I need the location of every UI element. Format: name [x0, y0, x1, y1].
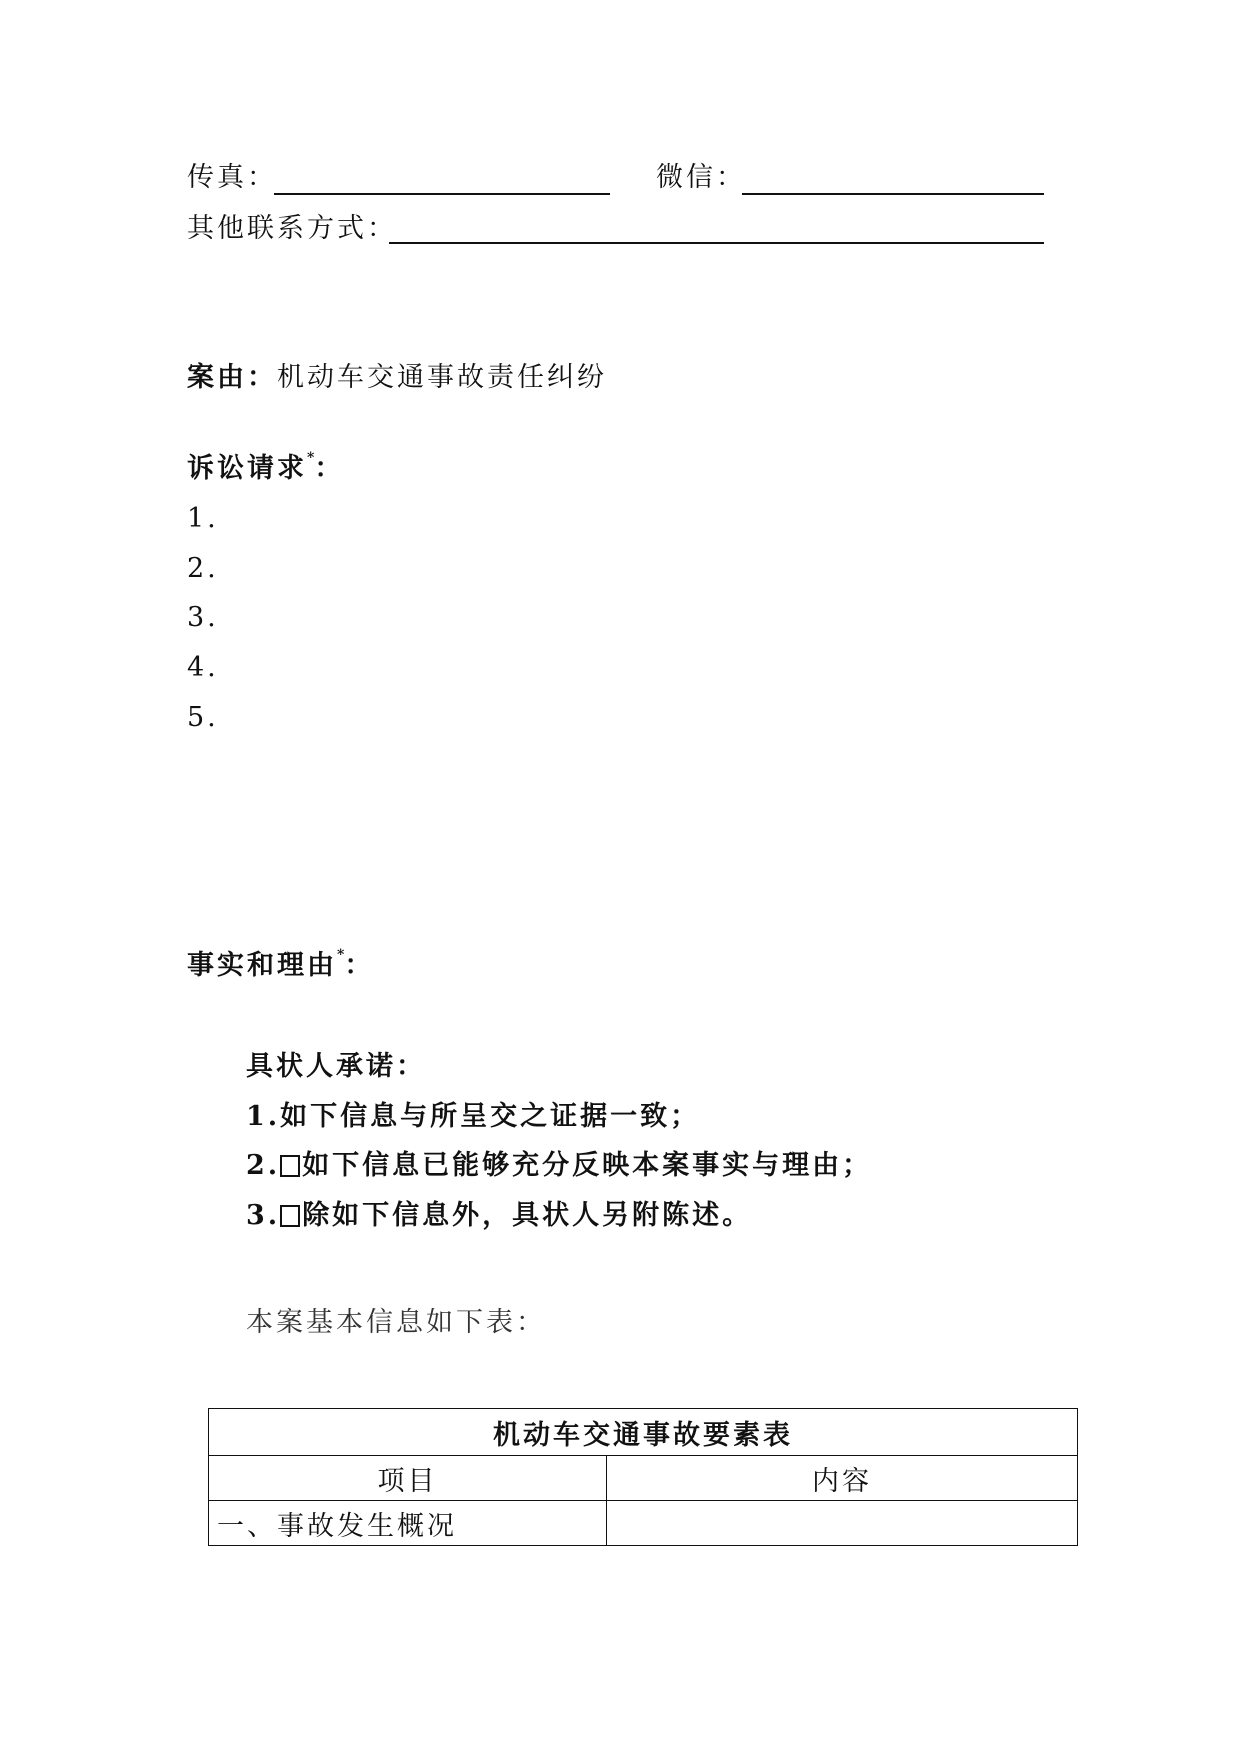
other-contact-label: 其他联系方式：: [187, 213, 397, 244]
claims-colon: ：: [314, 453, 345, 484]
column-header-content: 内容: [607, 1456, 1078, 1501]
table-row: [209, 1501, 1078, 1546]
facts-colon: ：: [344, 950, 375, 981]
pledge-item-3-checkbox[interactable]: [280, 1205, 300, 1227]
wechat-field-line[interactable]: [742, 193, 1044, 195]
row-item-accident-overview: 一、事故发生概况: [209, 1501, 607, 1546]
column-header-item: 项目: [209, 1456, 607, 1501]
fax-field-line[interactable]: [274, 193, 610, 195]
claim-item-3: 3.: [187, 602, 219, 633]
claim-item-4: 4.: [187, 652, 219, 683]
cause-row: [187, 360, 607, 396]
table-intro: 本案基本信息如下表：: [246, 1307, 546, 1338]
pledge-item-2-number: 2.: [246, 1150, 281, 1181]
row-content-accident-overview[interactable]: [607, 1501, 1078, 1546]
pledge-item-2: [246, 1148, 872, 1184]
claim-item-2: 2.: [187, 553, 219, 584]
accident-elements-table: [208, 1408, 1078, 1546]
required-star: *: [307, 450, 315, 466]
wechat-label: 微信：: [656, 162, 746, 193]
required-star: *: [337, 947, 345, 963]
claim-item-5: 5.: [187, 702, 219, 733]
claim-item-1: 1.: [187, 503, 219, 534]
pledge-item-3-text: 除如下信息外，具状人另附陈述。: [302, 1200, 753, 1231]
pledge-item-2-text: 如下信息已能够充分反映本案事实与理由；: [302, 1150, 873, 1181]
table-title-row: [209, 1409, 1078, 1456]
pledge-item-1: 1.如下信息与所呈交之证据一致；: [246, 1101, 701, 1132]
table-title: 机动车交通事故要素表: [209, 1409, 1078, 1456]
pledge-title: 具状人承诺：: [246, 1051, 426, 1082]
claims-heading: [187, 451, 344, 487]
claims-label: 诉讼请求: [187, 453, 307, 484]
cause-label: 案由：: [187, 362, 277, 393]
cause-value: 机动车交通事故责任纠纷: [277, 362, 607, 393]
fax-label: 传真：: [187, 162, 277, 193]
facts-heading: [187, 948, 374, 984]
table-header-row: [209, 1456, 1078, 1501]
facts-label: 事实和理由: [187, 950, 337, 981]
pledge-item-3: [246, 1198, 752, 1234]
pledge-item-2-checkbox[interactable]: [280, 1155, 300, 1177]
pledge-item-3-number: 3.: [246, 1200, 281, 1231]
other-contact-field-line[interactable]: [389, 242, 1044, 244]
